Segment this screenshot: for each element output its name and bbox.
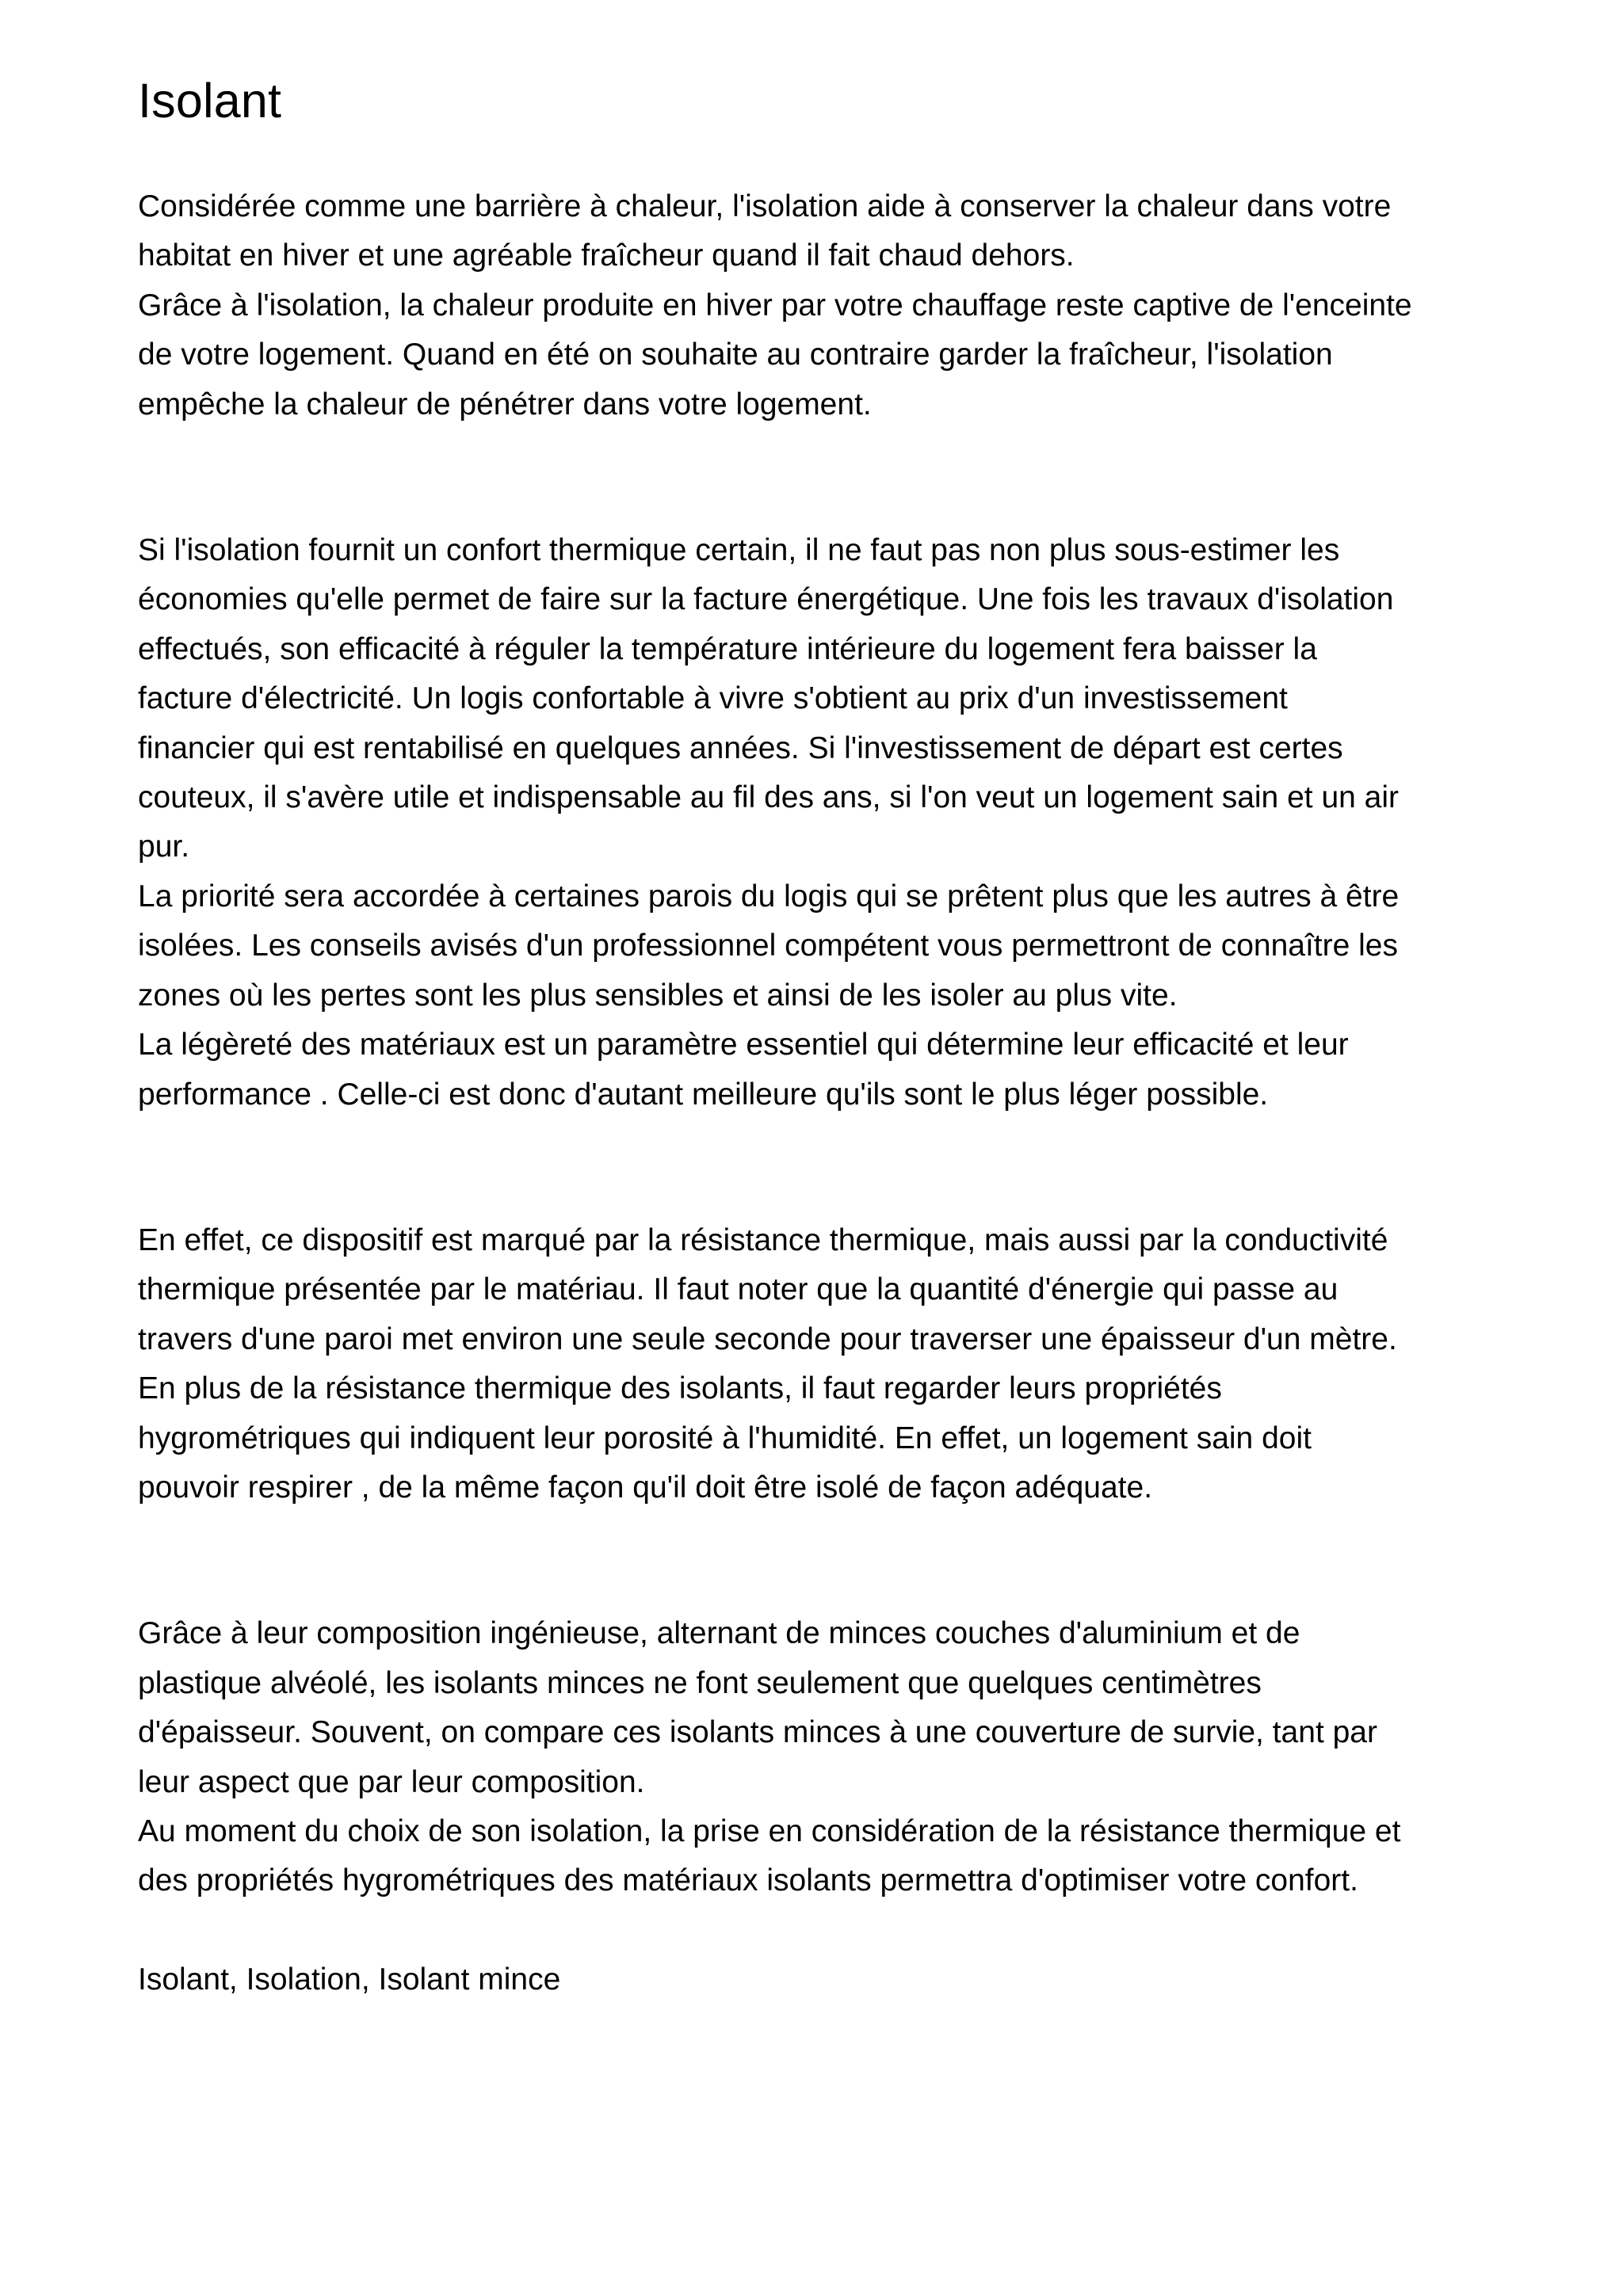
text-line: habitat en hiver et une agréable fraîcheur quand il fait chaud dehors. bbox=[138, 238, 1075, 273]
intro-paragraph bbox=[138, 182, 1517, 429]
text-line: En plus de la résistance thermique des isolants, il faut regarder leurs propriétés bbox=[138, 1371, 1222, 1406]
text-line: Au moment du choix de son isolation, la prise en considération de la résistance thermique et bbox=[138, 1814, 1401, 1848]
text-line: économies qu'elle permet de faire sur la facture énergétique. Une fois les travaux d'isolation bbox=[138, 582, 1394, 617]
text-line: hygrométriques qui indiquent leur porosité à l'humidité. En effet, un logement sain doit bbox=[138, 1421, 1312, 1455]
text-line: facture d'électricité. Un logis confortable à vivre s'obtient au prix d'un investissement bbox=[138, 681, 1288, 716]
thermal-resistance-paragraph bbox=[138, 1216, 1517, 1512]
text-line: effectués, son efficacité à réguler la température intérieure du logement fera baisser la bbox=[138, 631, 1317, 666]
text-line: financier qui est rentabilisé en quelques années. Si l'investissement de départ est certes bbox=[138, 730, 1343, 765]
text-line: d'épaisseur. Souvent, on compare ces isolants minces à une couverture de survie, tant par bbox=[138, 1715, 1377, 1750]
text-line: zones où les pertes sont les plus sensibles et ainsi de les isoler au plus vite. bbox=[138, 978, 1178, 1013]
text-line: travers d'une paroi met environ une seule seconde pour traverser une épaisseur d'un mètre. bbox=[138, 1322, 1397, 1356]
text-line: Grâce à l'isolation, la chaleur produite en hiver par votre chauffage reste captive de l'enceinte bbox=[138, 288, 1412, 322]
text-line: de votre logement. Quand en été on souhaite au contraire garder la fraîcheur, l'isolation bbox=[138, 338, 1333, 372]
text-line: La légèreté des matériaux est un paramètre essentiel qui détermine leur efficacité et leur bbox=[138, 1028, 1349, 1062]
text-line: pouvoir respirer , de la même façon qu'il doit être isolé de façon adéquate. bbox=[138, 1470, 1153, 1505]
text-line: La priorité sera accordée à certaines parois du logis qui se prêtent plus que les autres à être bbox=[138, 879, 1400, 913]
thin-insulation-paragraph bbox=[138, 1609, 1517, 1905]
text-line: performance . Celle-ci est donc d'autant meilleure qu'ils sont le plus léger possible. bbox=[138, 1077, 1269, 1112]
page-title: Isolant bbox=[138, 74, 282, 128]
text-line: Grâce à leur composition ingénieuse, alternant de minces couches d'aluminium et de bbox=[138, 1616, 1300, 1651]
text-line: thermique présentée par le matériau. Il faut noter que la quantité d'énergie qui passe au bbox=[138, 1272, 1338, 1307]
text-line: isolées. Les conseils avisés d'un professionnel compétent vous permettront de connaître les bbox=[138, 929, 1398, 963]
document-body bbox=[138, 68, 1517, 2004]
energy-savings-paragraph bbox=[138, 526, 1517, 1119]
text-line: plastique alvéolé, les isolants minces ne font seulement que quelques centimètres bbox=[138, 1665, 1262, 1700]
keywords: Isolant, Isolation, Isolant mince bbox=[138, 1962, 561, 1997]
text-line: empêche la chaleur de pénétrer dans votre logement. bbox=[138, 387, 872, 421]
text-line: pur. bbox=[138, 830, 190, 864]
text-line: Si l'isolation fournit un confort thermique certain, il ne faut pas non plus sous-estimer les bbox=[138, 533, 1340, 568]
text-line: des propriétés hygrométriques des matériaux isolants permettra d'optimiser votre confort. bbox=[138, 1863, 1358, 1898]
text-line: couteux, il s'avère utile et indispensable au fil des ans, si l'on veut un logement sain et un air bbox=[138, 780, 1400, 815]
text-line: leur aspect que par leur composition. bbox=[138, 1764, 645, 1799]
text-line: En effet, ce dispositif est marqué par la résistance thermique, mais aussi par la conductivité bbox=[138, 1222, 1388, 1257]
text-line: Considérée comme une barrière à chaleur, l'isolation aide à conserver la chaleur dans votre bbox=[138, 189, 1392, 223]
